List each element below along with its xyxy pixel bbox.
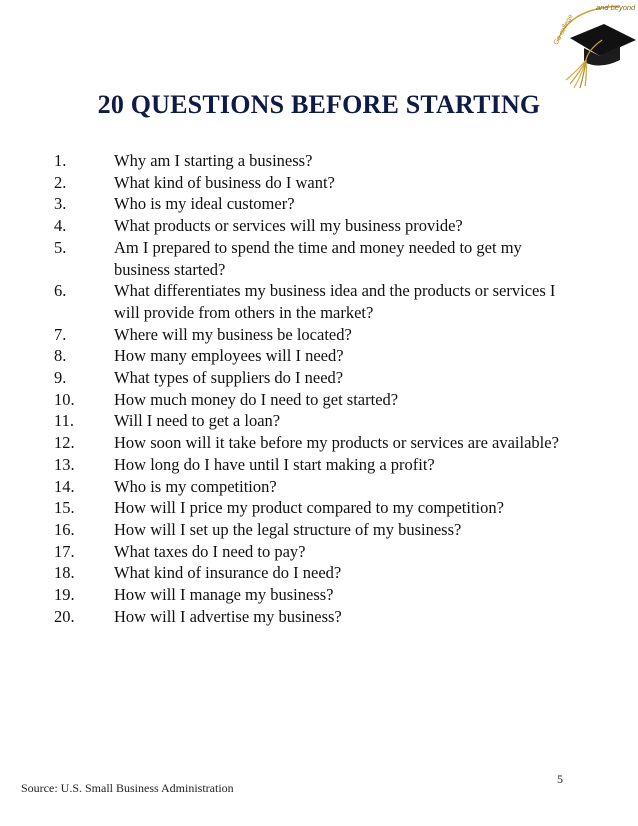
question-number: 17. xyxy=(54,541,75,561)
graduation-cap-icon xyxy=(550,0,638,92)
question-text: Why am I starting a business? xyxy=(114,151,313,170)
list-item xyxy=(0,541,638,563)
question-number: 6. xyxy=(54,281,67,301)
list-item xyxy=(0,345,638,367)
question-number: 10. xyxy=(54,389,75,409)
list-item xyxy=(0,172,638,194)
list-item xyxy=(0,410,638,432)
question-text: How will I advertise my business? xyxy=(114,606,342,626)
question-text: How long do I have until I start making a profit? xyxy=(114,454,435,474)
question-number: 15. xyxy=(54,498,75,518)
questions-list xyxy=(0,150,638,627)
question-text: How will I set up the legal structure of my business? xyxy=(114,519,462,539)
page-number: 5 xyxy=(557,772,563,786)
list-item xyxy=(0,237,638,280)
question-number: 1. xyxy=(54,151,67,170)
question-text: What differentiates my business idea and the products or services I will provide from others in the market? xyxy=(114,281,556,322)
college-logo xyxy=(550,0,638,92)
list-item xyxy=(0,280,638,323)
list-item xyxy=(0,562,638,584)
list-item xyxy=(0,497,638,519)
question-text: What kind of business do I want? xyxy=(114,172,335,192)
question-text: How will I manage my business? xyxy=(114,585,334,605)
list-item xyxy=(0,324,638,346)
list-item xyxy=(0,519,638,541)
question-text: How much money do I need to get started? xyxy=(114,389,399,409)
list-item xyxy=(0,476,638,498)
list-item xyxy=(0,432,638,454)
question-text: Am I prepared to spend the time and money needed to get my business started? xyxy=(114,237,522,279)
question-number: 18. xyxy=(54,563,75,583)
question-text: How soon will it take before my products or services are available? xyxy=(114,433,559,453)
question-number: 8. xyxy=(54,346,67,366)
page-title: 20 QUESTIONS BEFORE STARTING xyxy=(97,90,541,119)
question-number: 14. xyxy=(54,476,75,496)
question-text: What products or services will my business provide? xyxy=(114,216,463,236)
question-text: What taxes do I need to pay? xyxy=(114,541,306,561)
question-number: 7. xyxy=(54,324,67,344)
question-number: 5. xyxy=(54,237,67,257)
list-item xyxy=(0,606,638,628)
question-text: Who is my ideal customer? xyxy=(114,194,295,214)
svg-text:Go college: Go college xyxy=(552,13,575,47)
question-number: 16. xyxy=(54,519,75,539)
list-item xyxy=(0,367,638,389)
question-number: 19. xyxy=(54,585,75,605)
question-number: 3. xyxy=(54,194,67,214)
list-item xyxy=(0,215,638,237)
list-item xyxy=(0,150,638,172)
list-item xyxy=(0,389,638,411)
question-number: 12. xyxy=(54,433,75,453)
question-text: What kind of insurance do I need? xyxy=(114,563,342,583)
question-text: Who is my competition? xyxy=(114,476,277,496)
list-item xyxy=(0,454,638,476)
question-text: How many employees will I need? xyxy=(114,346,344,366)
question-number: 11. xyxy=(54,411,75,431)
question-text: Where will my business be located? xyxy=(114,324,352,344)
question-number: 13. xyxy=(54,454,75,474)
question-text: What types of suppliers do I need? xyxy=(114,368,344,388)
source-note: Source: U.S. Small Business Administration xyxy=(21,781,234,795)
question-number: 2. xyxy=(54,172,67,192)
question-number: 4. xyxy=(54,216,67,236)
question-text: Will I need to get a loan? xyxy=(114,411,281,431)
list-item xyxy=(0,584,638,606)
list-item xyxy=(0,193,638,215)
question-text: How will I price my product compared to my competition? xyxy=(114,498,504,518)
question-number: 20. xyxy=(54,606,75,626)
question-number: 9. xyxy=(54,368,67,388)
svg-text:and beyond: and beyond xyxy=(596,3,636,12)
